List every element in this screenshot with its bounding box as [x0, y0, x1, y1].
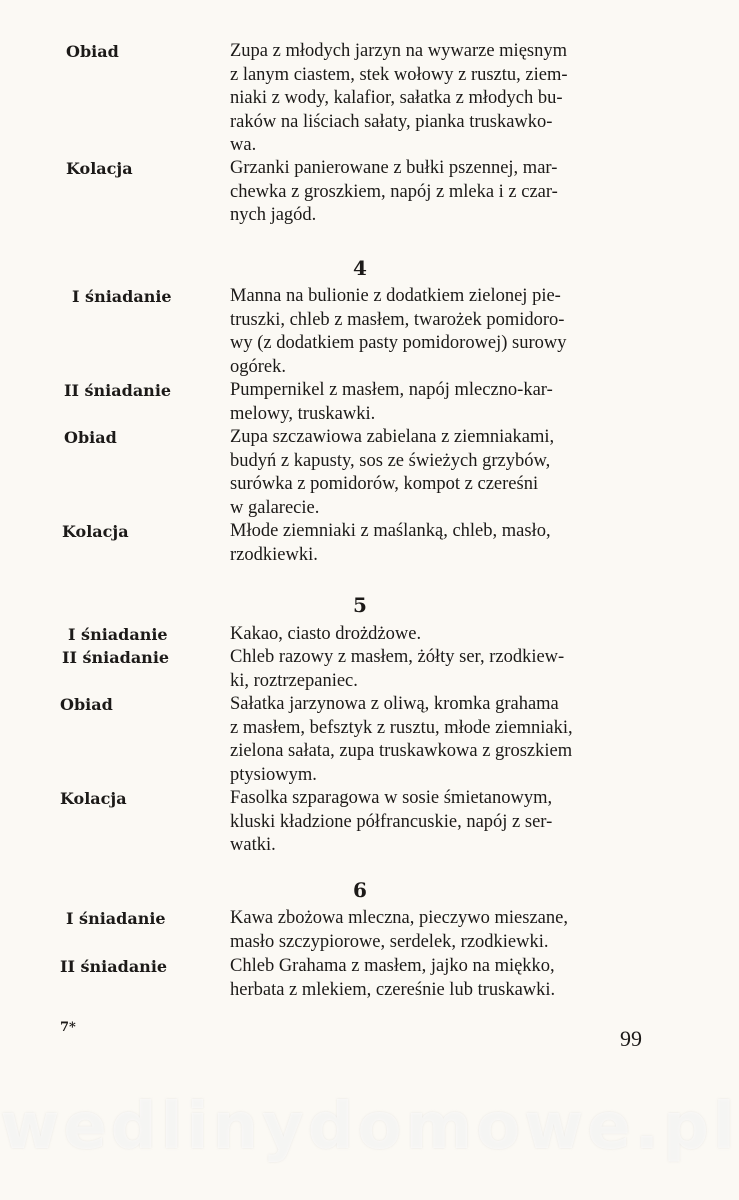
meal-label: Kolacja [60, 789, 127, 808]
signature-mark: 7* [60, 1020, 76, 1035]
day-number: 4 [353, 256, 367, 280]
watermark: wedlinydomowe.pl [0, 1090, 739, 1164]
meal-label: I śniadanie [72, 287, 172, 306]
page-number: 99 [620, 1026, 642, 1051]
meal-label: II śniadanie [60, 957, 168, 976]
meal-description: Chleb razowy z masłem, żółty ser, rzodkiew- ki, roztrzepaniec. [230, 647, 565, 691]
meal-description: Kakao, ciasto drożdżowe. [230, 624, 422, 644]
meal-label: I śniadanie [68, 625, 168, 644]
meal-description: Chleb Grahama z masłem, jajko na miękko, herbata z mlekiem, czereśnie lub truskawki. [230, 956, 556, 1000]
meal-label: Obiad [66, 42, 119, 61]
day-number: 5 [353, 593, 367, 617]
meal-description: Młode ziemniaki z maślanką, chleb, masło, rzodkiewki. [230, 521, 551, 565]
meal-label: Obiad [60, 695, 113, 714]
meal-description: Pumpernikel z masłem, napój mleczno-kar- melowy, truskawki. [230, 380, 553, 424]
meal-description: Grzanki panierowane z bułki pszennej, mar- chewka z groszkiem, napój z mleka i z czar- nych jagód. [230, 158, 558, 225]
meal-label: II śniadanie [62, 648, 170, 667]
meal-label: I śniadanie [66, 909, 166, 928]
meal-description: Zupa z młodych jarzyn na wywarze mięsnym z lanym ciastem, stek wołowy z rusztu, ziem- niaki z wody, kalafior, sałatka z młodych bu- raków na liściach sałaty, pianka truskawko- wa. [230, 41, 568, 155]
meal-description: Kawa zbożowa mleczna, pieczywo mieszane, masło szczypiorowe, serdelek, rzodkiewki. [230, 908, 568, 952]
meal-label: Obiad [64, 428, 117, 447]
meal-description: Zupa szczawiowa zabielana z ziemniakami, budyń z kapusty, sos ze świeżych grzybów, surówka z pomidorów, kompot z czereśni w galarecie. [230, 427, 555, 518]
meal-description: Sałatka jarzynowa z oliwą, kromka grahama z masłem, befsztyk z rusztu, młode ziemniaki, zielona sałata, zupa truskawkowa z groszkiem ptysiowym. [230, 694, 573, 785]
meal-label: II śniadanie [64, 381, 172, 400]
meal-description: Fasolka szparagowa w sosie śmietanowym, kluski kładzione półfrancuskie, napój z ser- watki. [230, 788, 553, 855]
meal-description: Manna na bulionie z dodatkiem zielonej pie- truszki, chleb z masłem, twarożek pomidoro- wy (z dodatkiem pasty pomidorowej) surowy ogórek. [230, 286, 567, 377]
meal-label: Kolacja [66, 159, 133, 178]
day-number: 6 [353, 878, 367, 902]
meal-label: Kolacja [62, 522, 129, 541]
